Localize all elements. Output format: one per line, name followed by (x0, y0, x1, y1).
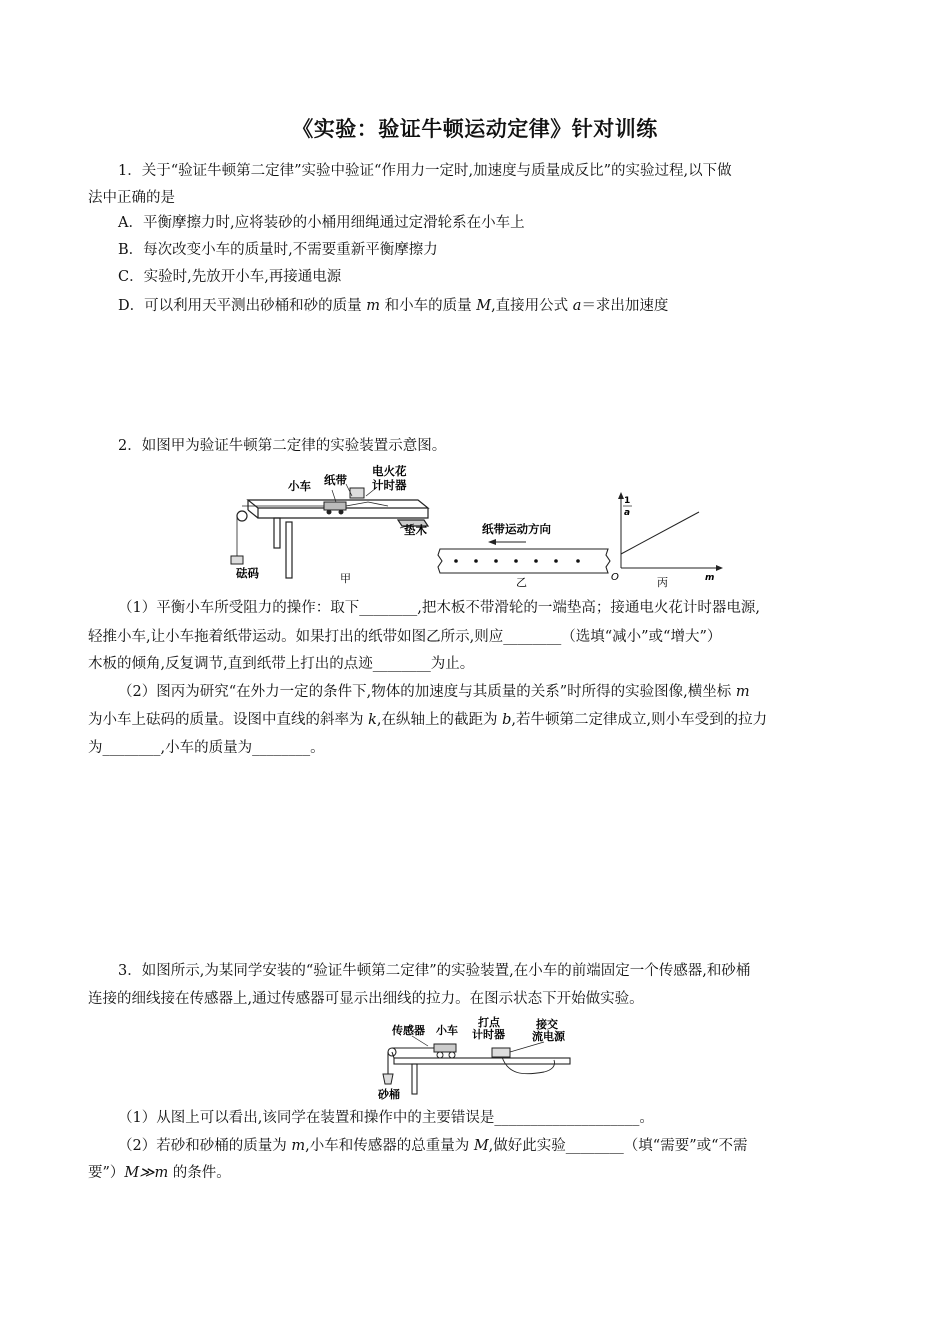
label-weight: 砝码 (236, 566, 259, 580)
q2-part1-line1: （1）平衡小车所受阻力的操作：取下________,把木板不带滑轮的一端垫高；接通电火花计时器电源, (118, 600, 760, 616)
q1-d-var-a: a (572, 298, 582, 314)
page-title: 《实验：验证牛顿运动定律》针对训练 (292, 117, 658, 141)
q3-p2-relation: M≫m (124, 1165, 169, 1181)
graph-line (621, 512, 699, 554)
q2-p2-text1: （2）图丙为研究“在外力一定的条件下,物体的加速度与其质量的关系”时所得的实验图像,横坐标 (118, 684, 736, 700)
q2-p2-var-b: b (502, 712, 512, 728)
q2-figure-jia (228, 462, 438, 587)
q3-stem-line1: 3．如图所示,为某同学安装的“验证牛顿第二定律”的实验装置,在小车的前端固定一个传感器,和砂桶 (118, 963, 751, 979)
q2-figure-yi (430, 515, 615, 590)
q3-p2-text4: 要”） (88, 1165, 125, 1181)
dot-timer (492, 1048, 510, 1057)
q1-option-d (118, 296, 668, 316)
q2-p2-text3: ,在纵轴上的截距为 (376, 712, 503, 728)
x-axis-label: m (705, 573, 715, 583)
power-wire (502, 1057, 555, 1074)
cart (324, 502, 346, 515)
label-car: 小车 (436, 1024, 458, 1037)
label-car: 小车 (288, 479, 311, 493)
q1-d-text4: ＝求出加速度 (581, 298, 669, 314)
q3-p2-text1: （2）若砂和砂桶的质量为 (118, 1138, 292, 1154)
q1-option-a: A．平衡摩擦力时,应将装砂的小桶用细绳通过定滑轮系在小车上 (118, 215, 525, 231)
label-block: 垫木 (404, 523, 427, 537)
q3-stem-line2: 连接的细线接在传感器上,通过传感器可显示出细线的拉力。在图示状态下开始做实验。 (88, 991, 644, 1007)
q2-part2-line3: 为________,小车的质量为________。 (88, 740, 325, 756)
q2-stem: 2．如图甲为验证牛顿第二定律的实验装置示意图。 (118, 438, 447, 454)
q3-p2-text2: ,小车和传感器的总重量为 (305, 1138, 474, 1154)
paper-tape (346, 502, 388, 506)
cart (434, 1044, 456, 1058)
q1-stem-line1: 1．关于“验证牛顿第二定律”实验中验证“作用力一定时,加速度与质量成反比”的实验过程,以下做 (118, 163, 732, 179)
track-apparatus (388, 1048, 570, 1094)
q2-part2-line1 (118, 682, 750, 702)
q3-part1: （1）从图上可以看出,该同学在装置和操作中的主要错误是____________________。 (118, 1110, 654, 1126)
origin-label: O (611, 572, 619, 583)
q2-p2-var-k: k (368, 712, 377, 728)
q1-d-text3: ,直接用公式 (491, 298, 573, 314)
q2-part1-line2: 轻推小车,让小车拖着纸带运动。如果打出的纸带如图乙所示,则应________（选填“减小”或“增大”） (88, 629, 722, 645)
q2-p2-text4: ,若牛顿第二定律成立,则小车受到的拉力 (511, 712, 768, 728)
q3-figure (372, 1016, 582, 1102)
label-timer-2: 计时器 (372, 478, 407, 492)
paper-tape-strip (438, 549, 610, 573)
tape-dots (454, 559, 580, 563)
q1-d-var-m: m (366, 298, 380, 314)
y-axis-numerator: 1 (624, 496, 631, 506)
q3-p2-text5: 的条件。 (168, 1165, 231, 1181)
q3-p2-var-M: M (473, 1138, 489, 1154)
label-tape: 纸带 (324, 473, 347, 487)
label-timer-1: 电火花 (372, 464, 407, 478)
q1-stem-line2: 法中正确的是 (88, 190, 175, 206)
label-jia: 甲 (340, 572, 351, 585)
board-apparatus (248, 500, 428, 578)
q2-figure-bing (605, 490, 725, 590)
q1-option-c: C．实验时,先放开小车,再接通电源 (118, 269, 342, 285)
label-tape-direction: 纸带运动方向 (482, 522, 551, 536)
label-timer-2: 计时器 (472, 1028, 505, 1041)
q1-option-b: B．每次改变小车的质量时,不需要重新平衡摩擦力 (118, 242, 438, 258)
q2-p2-var-m: m (735, 684, 750, 700)
weight-block (231, 556, 243, 564)
q1-d-var-M: M (476, 298, 492, 314)
q2-part1-line3: 木板的倾角,反复调节,直到纸带上打出的点迹________为止。 (88, 656, 475, 672)
q3-p2-var-m: m (291, 1138, 306, 1154)
label-bucket: 砂桶 (378, 1088, 400, 1101)
spark-timer (350, 488, 364, 498)
q3-p2-text3: ,做好此实验________（填“需要”或“不需 (488, 1138, 748, 1154)
label-ac-2: 流电源 (532, 1030, 565, 1043)
q3-part2-line1 (118, 1136, 748, 1156)
label-yi: 乙 (516, 576, 527, 589)
label-bing: 丙 (657, 576, 668, 589)
q3-part2-line2 (88, 1163, 231, 1183)
q1-d-text1: D．可以利用天平测出砂桶和砂的质量 (118, 298, 367, 314)
y-axis-denominator: a (624, 508, 631, 518)
label-ac-1: 接交 (536, 1018, 558, 1031)
q2-part2-line2 (88, 710, 767, 730)
sand-bucket (383, 1074, 393, 1084)
label-sensor: 传感器 (392, 1024, 425, 1037)
q2-p2-text2: 为小车上砝码的质量。设图中直线的斜率为 (88, 712, 369, 728)
label-timer-1: 打点 (478, 1016, 500, 1029)
q1-d-text2: 和小车的质量 (379, 298, 477, 314)
